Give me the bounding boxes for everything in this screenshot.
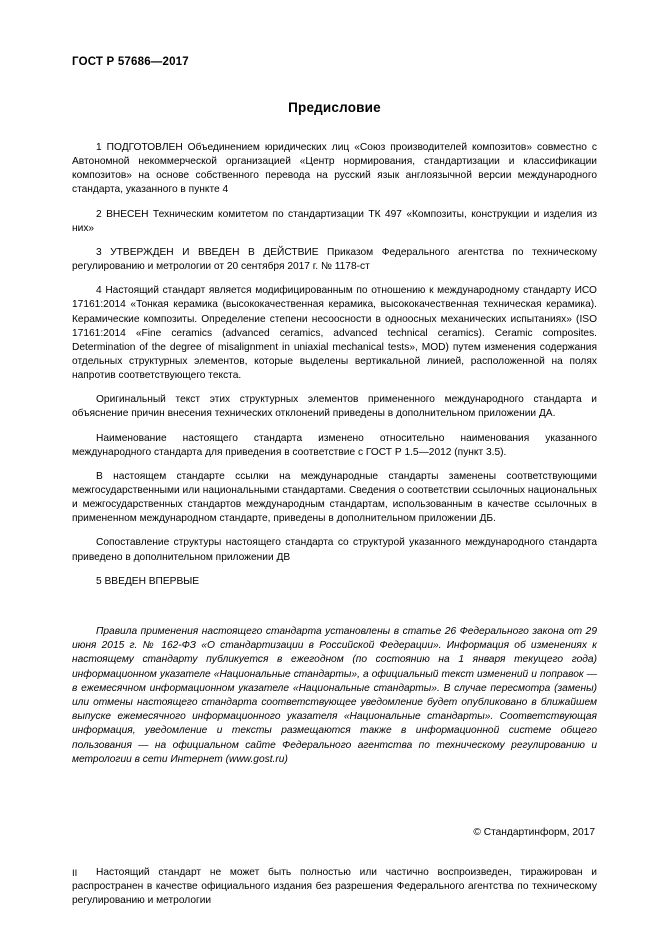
foreword-paragraph-3: 3 УТВЕРЖДЕН И ВВЕДЕН В ДЕЙСТВИЕ Приказом Федерального агентства по техническому регулированию и метрологии от 20 сентября 2017 г. № 1178-ст [72,246,597,273]
foreword-paragraph-8: Сопоставление структуры настоящего стандарта со структурой указанного международного стандарта приведено в дополнительном приложении ДВ [72,537,597,563]
foreword-paragraph-1: 1 ПОДГОТОВЛЕН Объединением юридических лиц «Союз производителей композитов» совместно с Автономной некоммерческой организацией «Центр нормирования, стандартизации и классификации композитов» на основе собственного перевода на русский язык англоязычной версии международного стандарта, указанного в пункте 4 [72,142,597,196]
foreword-paragraph-9: 5 ВВЕДЕН ВПЕРВЫЕ [96,575,200,587]
foreword-paragraph-4: 4 Настоящий стандарт является модифицированным по отношению к международному стандарту ИСО 17161:2014 «Тонкая керамика (высококачественная керамика, высококачественная техническая керамика). Керамические композиты. Определение степени несоосности в одноосных механических испытаниях» (ISO 17161:2014 «Fine ceramics (advanced ceramics, advanced technical ceramics). Ceramic composites. Determination of the degree of misalignment in uniaxial mechanical tests», MOD) путем изменения содержания отдельных структурных элементов, которые выделены вертикальной линией, расположенной на полях напротив соответствующего текста. [72,285,597,381]
copyright-line: © Стандартинформ, 2017 [473,826,595,838]
foreword-paragraph-2: 2 ВНЕСЕН Техническим комитетом по стандартизации ТК 497 «Композиты, конструкции и изделия из них» [72,208,597,234]
foreword-paragraph-5: Оригинальный текст этих структурных элементов примененного международного стандарта и объяснение причин внесения технических отклонений приведены в дополнительном приложении ДА. [72,394,597,420]
standard-number: ГОСТ Р 57686—2017 [72,56,189,68]
foreword-paragraph-7: В настоящем стандарте ссылки на международные стандарты заменены соответствующими межгосударственными или национальными стандартами. Сведения о соответствии ссылочных национальных и межгосударственных стандартов международным стандартам, использованным в качестве ссылочных в примененном международном стандарте, приведены в дополнительном приложении ДБ. [72,470,597,525]
page-number: II [72,868,78,879]
rules-of-application-note: Правила применения настоящего стандарта установлены в статье 26 Федерального закона от 29 июня 2015 г. № 162-ФЗ «О стандартизации в Российской Федерации». Информация об изменениях к настоящему стандарту публикуется в ежегодном (по состоянию на 1 января текущего года) информационном указателе «Национальные стандарты», а официальный текст изменений и поправок — в ежемесячном информационном указателе «Национальные стандарты». В случае пересмотра (замены) или отмены настоящего стандарта соответствующее уведомление будет опубликовано в ближайшем выпуске ежемесячного информационного указателя «Национальные стандарты». Соответствующая информация, уведомление и тексты размещаются также в информационной системе общего пользования — на официальном сайте Федерального агентства по техническому регулированию и метрологии в сети Интернет (www.gost.ru) [72,625,597,765]
page-title: Предисловие [288,100,381,115]
foreword-paragraph-6: Наименование настоящего стандарта изменено относительно наименования указанного международного стандарта для приведения в соответствие с ГОСТ Р 1.5—2012 (пункт 3.5). [72,432,597,458]
foreword-body [72,141,597,589]
reproduction-notice: Настоящий стандарт не может быть полностью или частично воспроизведен, тиражирован и распространен в качестве официального издания без разрешения Федерального агентства по техническому регулированию и метрологии [72,866,597,907]
